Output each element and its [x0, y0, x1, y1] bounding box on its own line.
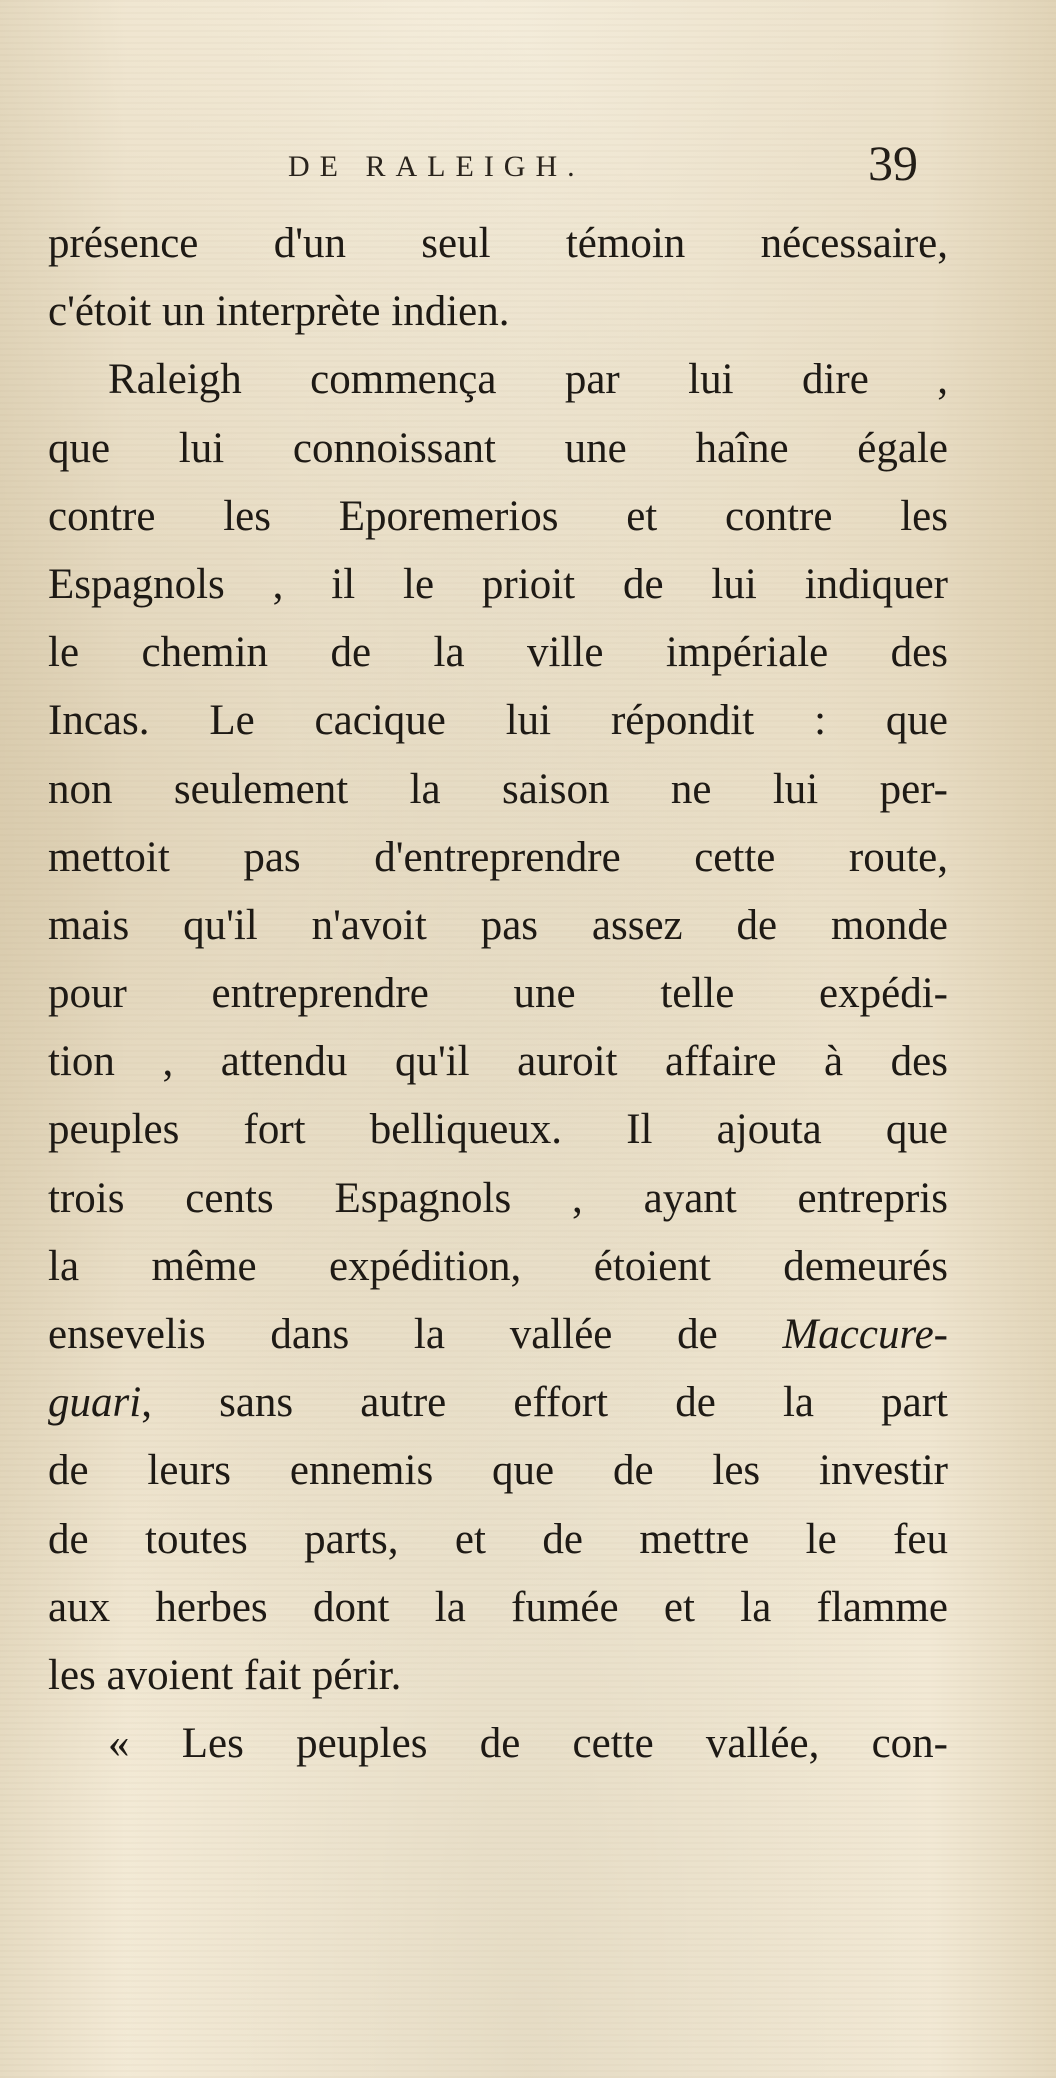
running-head-title: DE RALEIGH. — [288, 150, 585, 183]
text-line: la même expédition, étoient demeurés — [48, 1242, 948, 1290]
text-line: mettoit pas d'entreprendre cette route, — [48, 833, 948, 881]
body-text — [48, 210, 948, 1778]
text-line: peuples fort belliqueux. Il ajouta que — [48, 1106, 948, 1154]
text-line: « Les peuples de cette vallée, con- — [108, 1720, 948, 1768]
italic-place-name: guari — [48, 1379, 142, 1427]
text-line: c'étoit un interprète indien. — [48, 288, 510, 336]
page-number: 39 — [868, 135, 918, 191]
text-line: aux herbes dont la fumée et la flamme — [48, 1583, 948, 1631]
text-line — [48, 1369, 948, 1437]
text-line: Raleigh commença par lui dire , — [108, 356, 948, 404]
text-segment: , sans autre effort de la part — [141, 1379, 948, 1427]
text-line: que lui connoissant une haîne égale — [48, 424, 948, 472]
running-head — [0, 132, 1056, 202]
text-line: mais qu'il n'avoit pas assez de monde — [48, 901, 948, 949]
text-line: non seulement la saison ne lui per- — [48, 765, 948, 813]
italic-place-name: Maccure- — [782, 1311, 948, 1358]
text-line: Espagnols , il le prioit de lui indiquer — [48, 560, 948, 608]
text-line: les avoient fait périr. — [48, 1651, 402, 1699]
text-line: tion , attendu qu'il auroit affaire à des — [48, 1038, 948, 1086]
text-line: présence d'un seul témoin nécessaire, — [48, 220, 948, 267]
text-line: trois cents Espagnols , ayant entrepris — [48, 1174, 948, 1222]
text-line: Incas. Le cacique lui répondit : que — [48, 697, 948, 745]
text-line: le chemin de la ville impériale des — [48, 629, 948, 677]
text-segment: ensevelis dans la vallée de — [48, 1311, 718, 1358]
text-line: de leurs ennemis que de les investir — [48, 1447, 948, 1495]
text-line: de toutes parts, et de mettre le feu — [48, 1515, 948, 1563]
text-line: contre les Eporemerios et contre les — [48, 492, 948, 540]
text-line — [48, 1301, 948, 1369]
text-line: pour entreprendre une telle expédi- — [48, 970, 948, 1018]
